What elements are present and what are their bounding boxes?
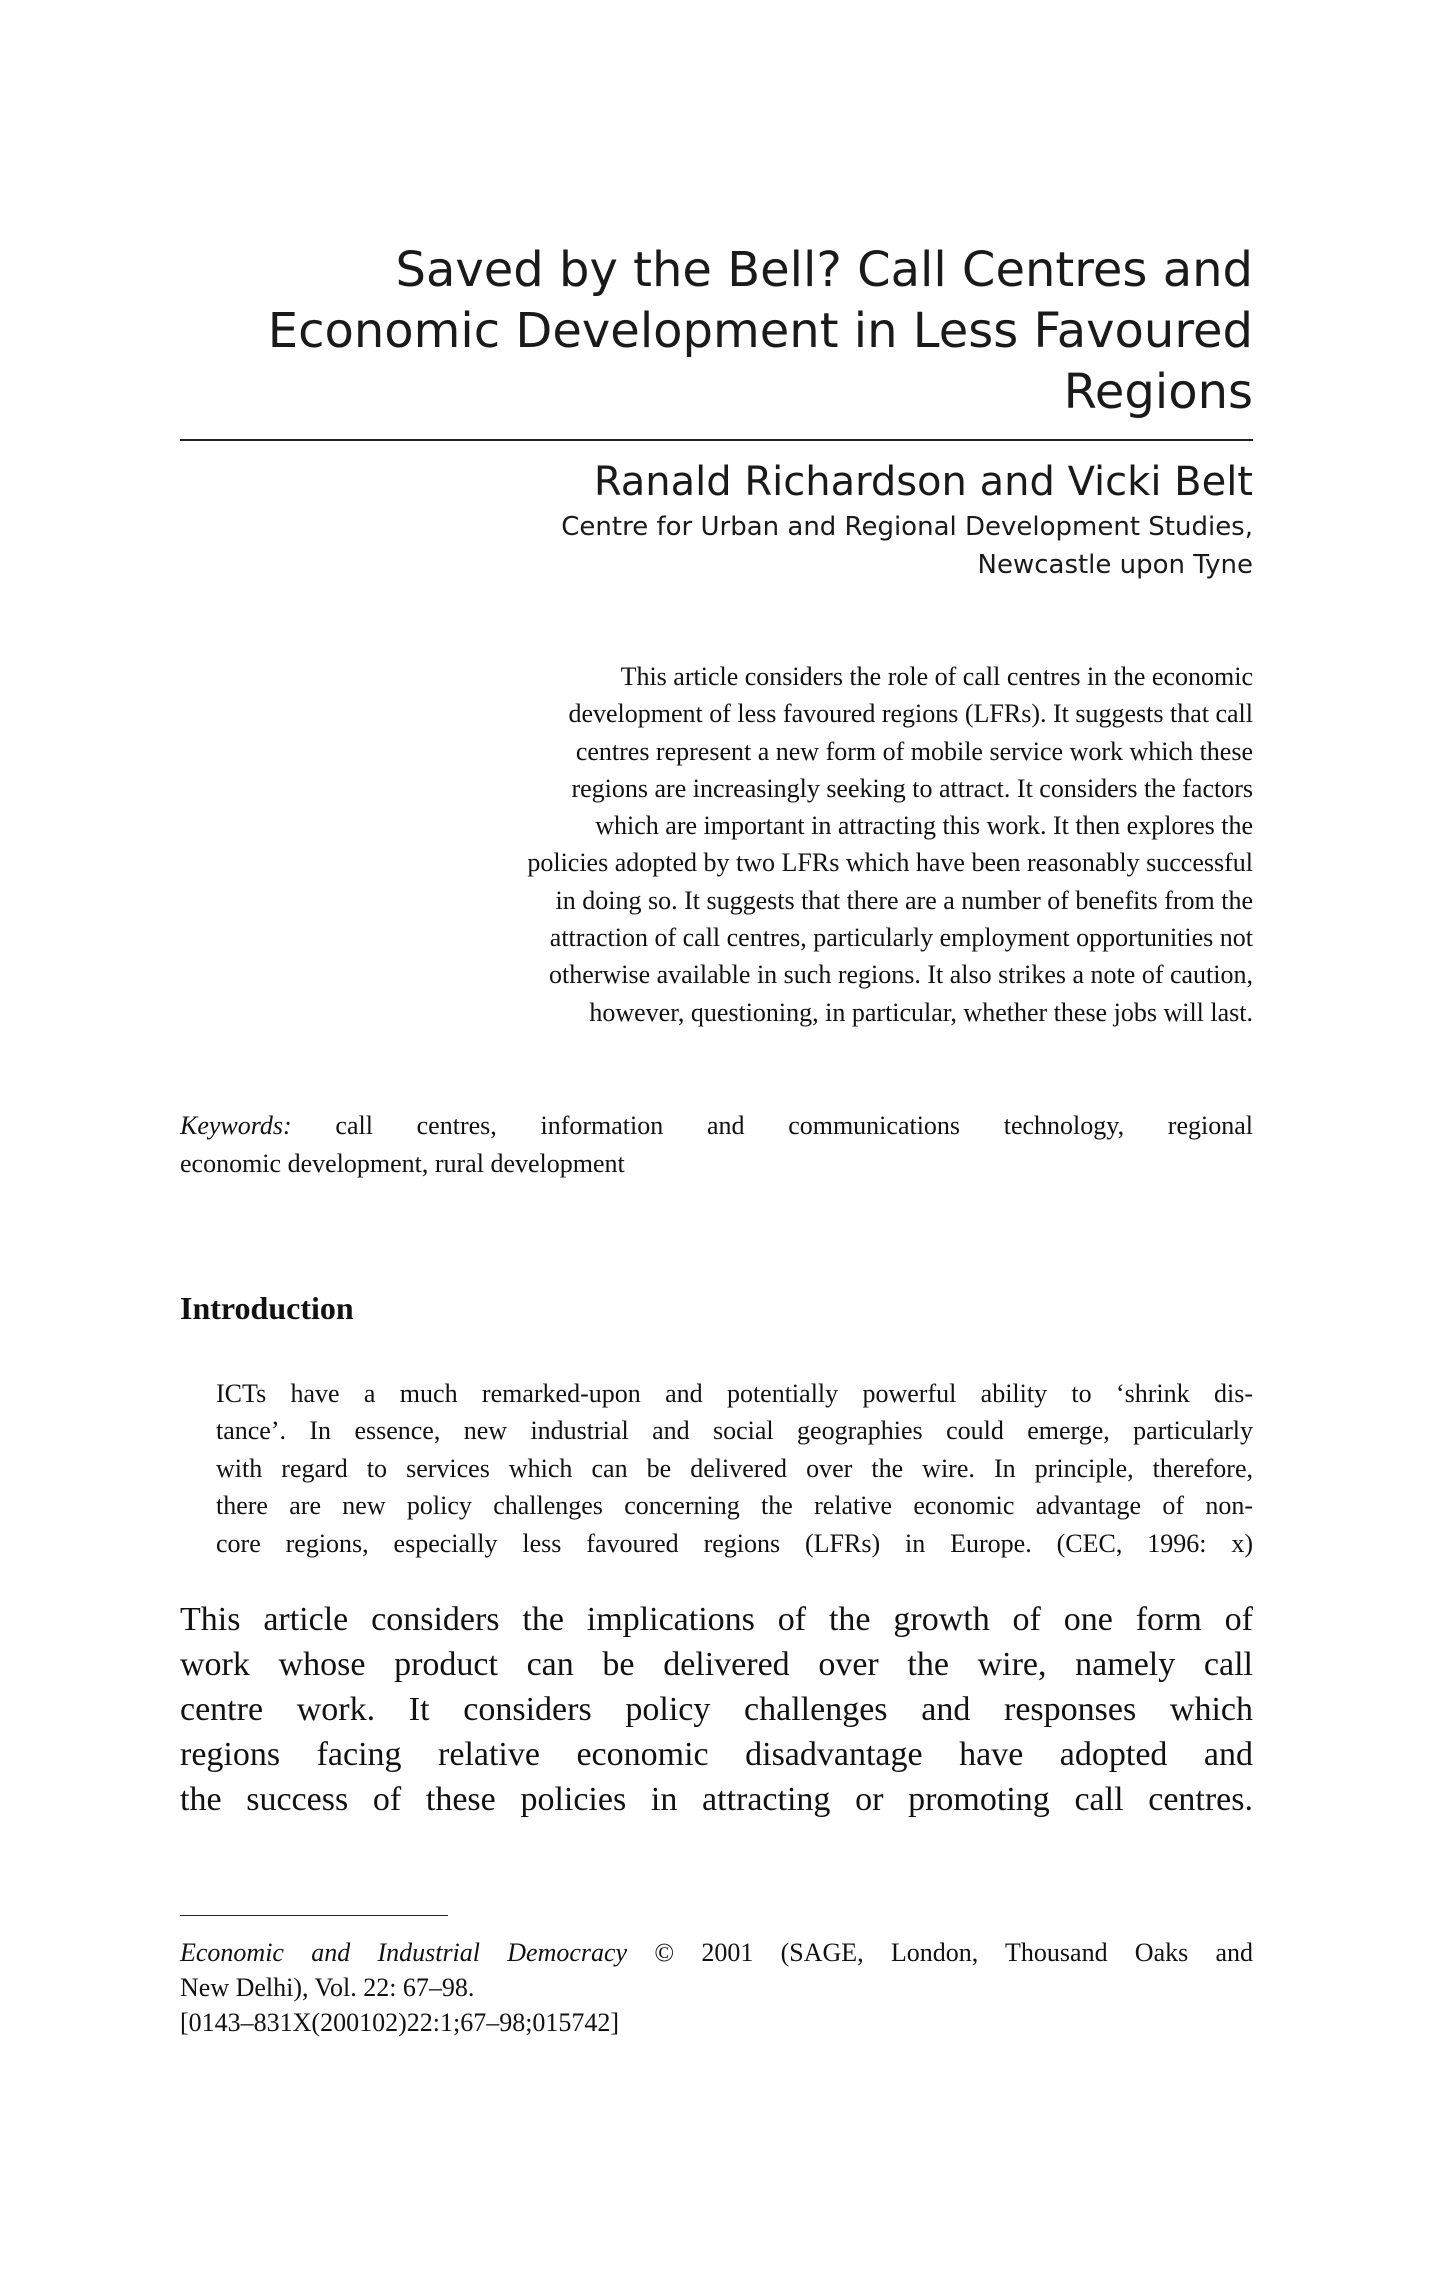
keyword-word: information xyxy=(540,1111,664,1140)
keyword-word: centres, xyxy=(416,1111,497,1140)
quote-line: tance’. In essence, new industrial and social geographies could emerge, particularly xyxy=(216,1416,1253,1446)
footnote-divider xyxy=(180,1915,448,1916)
quote-line: there are new policy challenges concerning the relative economic advantage of non- xyxy=(216,1491,1253,1521)
quote-line: ICTs have a much remarked-upon and potentially powerful ability to ‘shrink dis- xyxy=(216,1379,1253,1408)
abstract xyxy=(340,658,1253,1031)
abstract-line: attraction of call centres, particularly employment opportunities not xyxy=(549,923,1253,953)
body-line: work whose product can be delivered over the wire, namely call xyxy=(180,1646,1253,1683)
journal-name: Economic and Industrial Democracy xyxy=(180,1938,628,1967)
quote-line: core regions, especially less favoured regions (LFRs) in Europe. (CEC, 1996: x) xyxy=(216,1528,1253,1558)
abstract-line: however, questioning, in particular, whether these jobs will last. xyxy=(589,997,1253,1027)
affiliation-line: Newcastle upon Tyne xyxy=(977,550,1253,580)
keywords-line xyxy=(180,1107,1253,1145)
abstract-line: development of less favoured regions (LFRs). It suggests that call xyxy=(568,699,1253,729)
keyword-word: communications xyxy=(788,1111,961,1140)
footnote-line: [0143–831X(200102)22:1;67–98;015742] xyxy=(180,2008,620,2037)
quote-line: with regard to services which can be delivered over the wire. In principle, therefore, xyxy=(216,1453,1253,1483)
affiliation-line: Centre for Urban and Regional Development Studies, xyxy=(561,512,1253,542)
abstract-line: This article considers the role of call centres in the economic xyxy=(620,662,1253,691)
keyword-word: regional xyxy=(1167,1111,1253,1140)
body-line: regions facing relative economic disadvantage have adopted and xyxy=(180,1736,1253,1773)
epigraph-quote xyxy=(216,1375,1253,1562)
body-line: This article considers the implications of the growth of one form of xyxy=(180,1601,1253,1638)
abstract-line: in doing so. It suggests that there are a number of benefits from the xyxy=(555,885,1253,915)
title-line: Regions xyxy=(1063,364,1253,420)
footnote-text: © 2001 (SAGE, London, Thousand Oaks and xyxy=(654,1938,1254,1967)
body-line: the success of these policies in attracting or promoting call centres. xyxy=(180,1781,1253,1818)
body-line: centre work. It considers policy challenges and responses which xyxy=(180,1691,1253,1728)
abstract-line: policies adopted by two LFRs which have been reasonably successful xyxy=(527,848,1253,878)
abstract-line: which are important in attracting this work. It then explores the xyxy=(595,811,1253,841)
body-paragraph xyxy=(180,1597,1253,1822)
keyword-word: technology, xyxy=(1003,1111,1125,1140)
abstract-line: regions are increasingly seeking to attract. It considers the factors xyxy=(571,773,1253,803)
section-heading: Introduction xyxy=(180,1290,354,1326)
keyword-word: call xyxy=(335,1111,373,1140)
keywords-label: Keywords: xyxy=(180,1111,292,1140)
citation-footnote xyxy=(180,1935,1253,2040)
author-names: Ranald Richardson and Vicki Belt xyxy=(593,459,1253,505)
title-divider xyxy=(180,439,1253,441)
abstract-line: centres represent a new form of mobile service work which these xyxy=(575,736,1253,766)
article-title xyxy=(180,240,1253,423)
keyword-word: and xyxy=(706,1111,745,1140)
author-affiliation xyxy=(180,508,1253,584)
keywords-line: economic development, rural development xyxy=(180,1149,625,1178)
abstract-line: otherwise available in such regions. It also strikes a note of caution, xyxy=(549,960,1253,990)
footnote-line xyxy=(180,1935,1253,1970)
title-line: Saved by the Bell? Call Centres and xyxy=(395,242,1253,298)
title-line: Economic Development in Less Favoured xyxy=(267,303,1253,359)
footnote-line: New Delhi), Vol. 22: 67–98. xyxy=(180,1973,475,2002)
keywords xyxy=(180,1107,1253,1183)
